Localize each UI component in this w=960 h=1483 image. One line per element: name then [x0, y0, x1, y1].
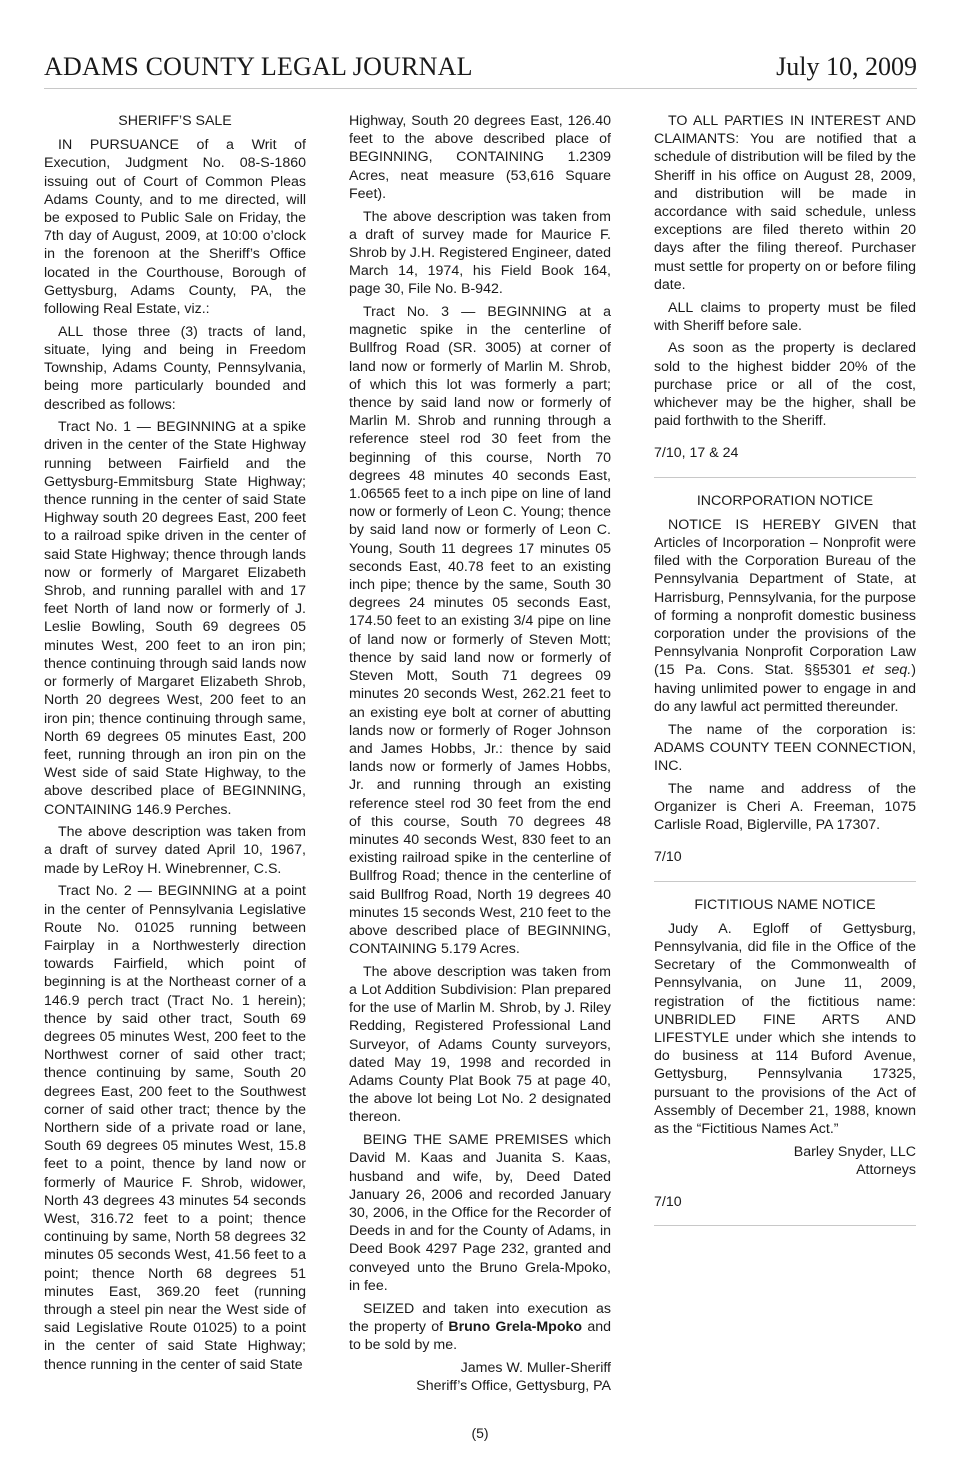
- attorney-label: Attorneys: [856, 1161, 916, 1178]
- sheriff-sale-paragraph: TO ALL PARTIES IN INTEREST AND CLAIMANTS: You are notified that a schedule of distribution will be filed by the Sheriff in his office on August 28, 2009, and distribution will be made in accordance with said schedule, unless exceptions are filed thereto within 20 days after the filing thereof. Purchaser must settle for property on or before filing date.: [654, 113, 916, 293]
- issue-date: July 10, 2009: [776, 52, 917, 81]
- sheriff-sale-paragraph: ALL claims to property must be filed with Sheriff before sale.: [654, 299, 916, 334]
- sheriff-sale-paragraph: ALL those three (3) tracts of land, situate, lying and being in Freedom Township, Adams County, Pennsylvania, being more particularly bounded and described as follows:: [44, 323, 306, 413]
- column-2: [349, 112, 611, 1395]
- seized-text-end: and to be sold by me.: [349, 1318, 611, 1353]
- column-3: [654, 112, 916, 1240]
- seized-paragraph: [349, 1300, 611, 1355]
- fictitious-name-dates: 7/10: [654, 1194, 682, 1211]
- tract-1-description: Tract No. 1 — BEGINNING at a spike driven in the center of the State Highway running between Fairfield and the Gettysburg-Emmitsburg State Highway; thence running in the center of said State Highway south 20 degrees East, 200 feet to a railroad spike driven in the center of said State Highway; thence through lands now or formerly of Margaret Elizabeth Shrob, and running parallel with and 17 feet North of land now or formerly of J. Leslie Bowling, South 69 degrees 05 minutes West, 200 feet to an iron pin; thence continuing through said lands now or formerly of Margaret Elizabeth Shrob, North 20 degrees West, 200 feet to an iron pin; thence continuing through same, North 69 degrees 05 minutes East, 200 feet, running through an iron pin on the West side of said State Highway, to the above described place of BEGINNING, CONTAINING 146.9 Perches.: [44, 419, 306, 818]
- sheriff-sale-dates: 7/10, 17 & 24: [654, 445, 739, 462]
- incorporation-paragraph: The name of the corporation is: ADAMS COUNTY TEEN CONNECTION, INC.: [654, 721, 916, 774]
- sheriff-sale-paragraph: BEING THE SAME PREMISES which David M. Kaas and Juanita S. Kaas, husband and wife, by, Deed Dated January 26, 2006 and recorded January 30, 2006, in the Office for the Recorder of Deeds in and for the County of Adams, in Deed Book 4297 Page 232, granted and conveyed unto the Bruno Grela-Mpoko, in fee.: [349, 1132, 611, 1294]
- section-divider: [654, 477, 916, 478]
- sheriff-sale-paragraph: The above description was taken from a Lot Addition Subdivision: Plan prepared for the use of Marlin M. Shrob, by J. Riley Redding, Registered Professional Land Surveyor, of Adams County surveyors, dated May 19, 1998 and recorded in Adams County Plat Book 75 at page 40, the above lot being Lot No. 2 designated thereon.: [349, 963, 611, 1126]
- incorporation-text: NOTICE IS HEREBY GIVEN that Articles of Incorporation – Nonprofit were filed with the Corporation Bureau of the Pennsylvania Department of State, at Harrisburg, Pennsylvania, for the purpose of forming a nonprofit domestic business corporation under the provisions of the Pennsylvania Nonprofit Corporation Law (15 Pa. Cons. Stat. §§5301: [654, 516, 916, 679]
- section-divider: [654, 1225, 916, 1226]
- sheriff-sale-title: SHERIFF’S SALE: [118, 113, 232, 129]
- sheriff-sale-paragraph: IN PURSUANCE of a Writ of Execution, Judgment No. 08-S-1860 issuing out of Court of Common Pleas Adams County, and to me directed, will be exposed to Public Sale on Friday, the 7th day of August, 2009, at 10:00 o’clock in the forenoon at the Sheriff’s Office located in the Courthouse, Borough of Gettysburg, Adams County, PA, the following Real Estate, viz.:: [44, 137, 306, 318]
- fictitious-name-paragraph: Judy A. Egloff of Gettysburg, Pennsylvania, did file in the Office of the Secretary of the Commonwealth of Pennsylvania, on June 11, 2009, registration of the fictitious name: UNBRIDLED FINE ARTS AND LIFESTYLE under which she intends to do business at 114 Buford Avenue, Gettysburg, Pennsylvania 17325, pursuant to the provisions of the Act of Assembly of December 21, 1988, known as the “Fictitious Names Act.”: [654, 920, 916, 1137]
- et-seq: et seq.: [862, 662, 912, 679]
- sheriff-signature: James W. Muller-Sheriff: [460, 1359, 611, 1376]
- journal-title: ADAMS COUNTY LEGAL JOURNAL: [44, 52, 473, 81]
- incorporation-dates: 7/10: [654, 849, 682, 866]
- page-number: (5): [471, 1425, 489, 1441]
- sheriff-sale-paragraph: As soon as the property is declared sold to the highest bidder 20% of the purchase price or all of the cost, whichever may be the higher, shall be paid forthwith to the Sheriff.: [654, 340, 916, 430]
- page-header: [44, 52, 917, 89]
- section-divider: [654, 881, 916, 882]
- incorporation-paragraph: The name and address of the Organizer is Cheri A. Freeman, 1075 Carlisle Road, Biglerville, PA 17307.: [654, 780, 916, 834]
- seized-text: SEIZED and taken into execution as the property of: [349, 1300, 611, 1335]
- fictitious-name-title: FICTITIOUS NAME NOTICE: [694, 896, 876, 913]
- sheriff-office: Sheriff’s Office, Gettysburg, PA: [416, 1377, 611, 1394]
- attorney-firm: Barley Snyder, LLC: [793, 1143, 916, 1160]
- defendant-name: Bruno Grela-Mpoko: [448, 1318, 583, 1335]
- incorporation-paragraph: [654, 516, 916, 716]
- tract-3-description: Tract No. 3 — BEGINNING at a magnetic spike in the centerline of Bullfrog Road (SR. 3005) at corner of land now or formerly of Marlin M. Shrob, of which this lot was formerly a part; thence by said land now or formerly of Marlin M. Shrob and running through a reference steel rod 30 feet from the beginning of this course, North 70 degrees 48 minutes 40 seconds East, 1.06565 feet to a inch pipe on line of land now or formerly of Leon C. Young; thence by said land now or formerly of Leon C. Young, South 11 degrees 17 minutes 05 seconds East, 40.78 feet to an existing inch pipe; thence by the same, South 30 degrees 24 minutes 05 seconds East, 174.50 feet to an existing 3/4 pipe on line of land now or formerly of Steven Mott; thence by said land now or formerly of Steven Mott, South 71 degrees 09 minutes 20 seconds West, 262.21 feet to an existing eye bolt at corner of abutting lands now or formerly of Roger Johnson and James Hobbs, Jr.: thence by said lands now or formerly of James Hobbs, Jr. and running through an existing reference steel rod 30 feet from the end of this course, South 70 degrees 48 minutes 40 seconds West, 830 feet to an existing railroad spike in the centerline of Bullfrog Road; thence in the centerline of said Bullfrog Road, North 19 degrees 40 minutes 15 seconds West, 210 feet to the above described place of BEGINNING, CONTAINING 5.179 Acres.: [349, 304, 611, 958]
- tract-2-description: Tract No. 2 — BEGINNING at a point in the center of Pennsylvania Legislative Route No. 01025 running between Fairplay in a Northwesterly direction towards Fairfield, which point of beginning is at the Northeast corner of a 146.9 perch tract (Tract No. 1 herein); thence by said other tract, South 69 degrees 05 minutes West, 200 feet to the Northwest corner of said other tract; thence continuing by same, South 20 degrees East, 200 feet to the Southwest corner of said other tract; thence by the Northern side of a private road or lane, South 69 degrees 05 minutes West, 15.8 feet to a point, thence by land now or formerly of Maurice F. Shrob, widower, North 43 degrees 43 minutes 54 seconds West, 316.72 feet to a point; thence continuing by same, North 58 degrees 32 minutes 05 seconds West, 41.56 feet to a point; thence North 68 degrees 51 minutes East, 369.20 feet (running through a steel pin near the West side of said Legislative Route 01025) to a point in the center of said State Highway; thence running in the center of said State: [44, 883, 306, 1373]
- sheriff-sale-paragraph: The above description was taken from a draft of survey made for Maurice F. Shrob by J.H. Registered Engineer, dated March 14, 1974, his Field Book 164, page 30, File No. B-942.: [349, 208, 611, 298]
- tract-2-continued: Highway, South 20 degrees East, 126.40 feet to the above described place of BEGINNING, CONTAINING 1.2309 Acres, neat measure (53,616 Square Feet).: [349, 113, 611, 202]
- incorporation-text-end: ) having unlimited power to engage in and do any lawful act permitted thereunder.: [654, 662, 916, 715]
- sheriff-sale-paragraph: The above description was taken from a draft of survey dated April 10, 1967, made by LeRoy H. Winebrenner, C.S.: [44, 824, 306, 877]
- column-1: [44, 112, 306, 1378]
- incorporation-title: INCORPORATION NOTICE: [696, 492, 874, 509]
